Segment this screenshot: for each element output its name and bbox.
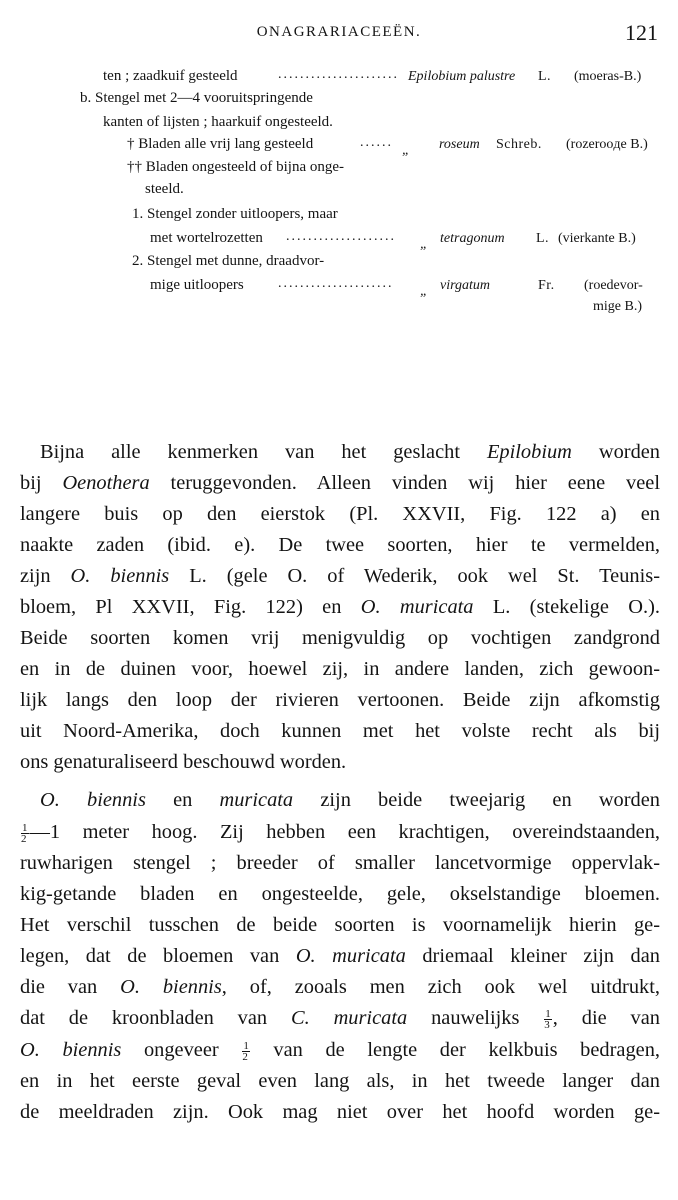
text-line: Beide soorten komen vrij menigvuldig op vochtigen zandgrond bbox=[20, 627, 660, 649]
leader-dots: ...................... bbox=[278, 67, 399, 82]
key-line-7: 1. Stengel zonder uitloopers, maar bbox=[132, 206, 338, 222]
key-line-9: 2. Stengel met dunne, draadvor- bbox=[132, 253, 325, 269]
fraction: $\frac{1}{2}$ bbox=[242, 1039, 249, 1063]
key-line-2: b. Stengel met 2—4 vooruitspringende bbox=[80, 90, 313, 106]
text-line: en in de duinen voor, hoewel zij, in andere landen, zich gewoon- bbox=[20, 658, 660, 680]
fraction: $\frac{1}{2}$ bbox=[21, 821, 28, 845]
leader-dots: ...... bbox=[360, 135, 393, 150]
text-line: die van O. biennis, of, zooals men zich ook wel uitdrukt, bbox=[20, 976, 661, 998]
text-line: O. biennis en muricata zijn beide tweejarig en worden bbox=[40, 789, 660, 811]
leader-dots: .................... bbox=[286, 229, 396, 244]
ditto-mark: „ bbox=[402, 143, 410, 158]
text-line: Het verschil tusschen de beide soorten is voornamelijk hierin ge- bbox=[20, 914, 660, 936]
text-line: ruwharigen stengel ; breeder of smaller lancetvormige oppervlak- bbox=[20, 852, 660, 874]
text-line: de meeldraden zijn. Ook mag niet over het hoofd worden ge- bbox=[20, 1101, 660, 1123]
leader-dots: ..................... bbox=[278, 276, 394, 291]
key-author: Schreb. bbox=[496, 137, 542, 152]
key-common-name: (moeras-B.) bbox=[574, 69, 642, 84]
text-line: lijk langs den loop der rivieren vertoonen. Beide zijn afkomstig bbox=[20, 689, 660, 711]
text-line: en in het eerste geval even lang als, in het tweede langer dan bbox=[20, 1070, 660, 1092]
text-line: bij Oenothera teruggevonden. Alleen vinden wij hier eene veel bbox=[20, 472, 660, 494]
key-line-6: steeld. bbox=[145, 181, 184, 197]
key-author: Fr. bbox=[538, 278, 555, 293]
key-species: tetragonum bbox=[440, 231, 505, 246]
text-line: legen, dat de bloemen van O. muricata driemaal kleiner zijn dan bbox=[20, 945, 660, 967]
text-line: Bijna alle kenmerken van het geslacht Epilobium worden bbox=[40, 441, 661, 463]
key-common-name: (rozerooде B.) bbox=[566, 137, 648, 152]
key-line-4: † Bladen alle vrij lang gesteeld bbox=[127, 136, 314, 152]
text-line: langere buis op den eierstok (Pl. XXVII, Fig. 122 a) en bbox=[20, 503, 660, 525]
key-line-5: †† Bladen ongesteeld of bijna onge- bbox=[127, 159, 345, 175]
text-line: kig-getande bladen en ongesteelde, gele, okselstandige bloemen. bbox=[20, 883, 660, 905]
text-line: O. biennis ongeveer $\frac{1}{2}$ van de lengte der kelkbuis bedragen, bbox=[20, 1039, 660, 1063]
key-common-name: (roedevor- bbox=[584, 278, 643, 293]
page-number: 121 bbox=[625, 20, 658, 45]
ditto-mark: „ bbox=[420, 237, 428, 252]
fraction: $\frac{1}{3}$ bbox=[544, 1007, 551, 1031]
key-common-name: (vierkante B.) bbox=[558, 231, 636, 246]
ditto-mark: „ bbox=[420, 284, 428, 299]
text-line: naakte zaden (ibid. e). De twee soorten, hier te vermelden, bbox=[20, 534, 660, 556]
key-line-3: kanten of lijsten ; haarkuif ongesteeld. bbox=[103, 114, 333, 130]
key-species: Epilobium palustre bbox=[408, 69, 516, 84]
text-line: zijn O. biennis L. (gele O. of Wederik, ook wel St. Teunis- bbox=[20, 565, 660, 587]
text-line: dat de kroonbladen van C. muricata nauwelijks $\frac{1}{3}$ , die van bbox=[20, 1007, 660, 1031]
running-head: ONAGRARIACEEËN. bbox=[256, 24, 422, 40]
text-line: bloem, Pl XXVII, Fig. 122) en O. muricata L. (stekelige O.). bbox=[20, 596, 660, 618]
key-author: L. bbox=[538, 69, 552, 84]
key-line-1: ten ; zaadkuif gesteeld bbox=[103, 68, 238, 84]
key-line-11: mige B.) bbox=[593, 299, 642, 314]
key-species: roseum bbox=[439, 137, 480, 152]
text-line: $\frac{1}{2}$ —1 meter hoog. Zij hebben een krachtigen, overeindstaanden, bbox=[21, 821, 660, 845]
key-line-8: met wortelrozetten bbox=[150, 230, 263, 246]
key-author: L. bbox=[536, 231, 550, 246]
key-species: virgatum bbox=[440, 278, 491, 293]
text-line: ons genaturaliseerd beschouwd worden. bbox=[20, 751, 347, 773]
text-line: uit Noord-Amerika, doch kunnen met het volste recht als bij bbox=[20, 720, 660, 742]
key-line-10: mige uitloopers bbox=[150, 277, 244, 293]
